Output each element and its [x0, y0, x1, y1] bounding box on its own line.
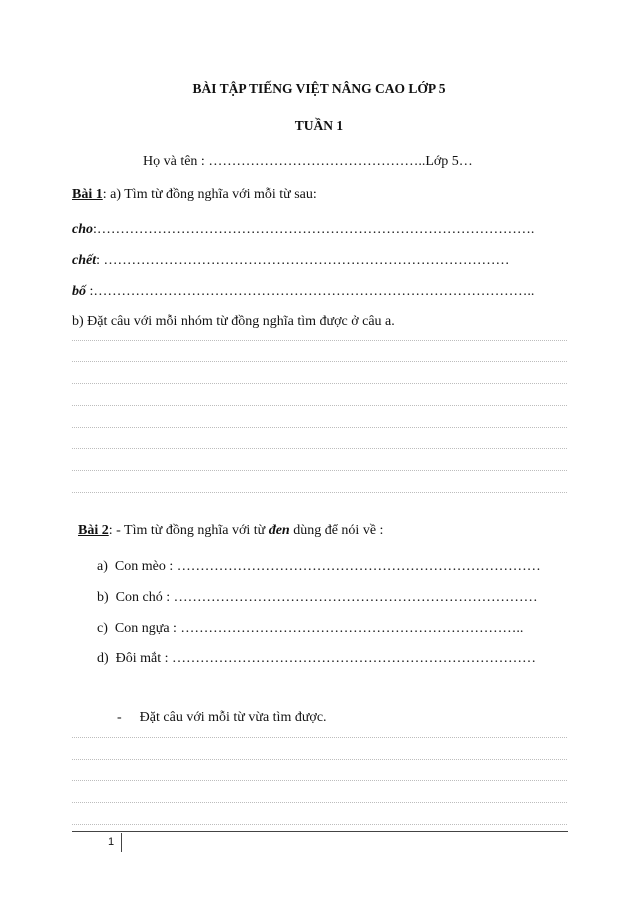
writing-line [72, 780, 567, 781]
page-number: 1 [108, 836, 115, 848]
week-heading: TUẦN 1 [294, 118, 344, 133]
blank-cho: :…………………………………………………………………………………. [93, 222, 535, 237]
exercise1-part-b: b) Đặt câu với mỗi nhóm từ đồng nghĩa tìm được ở câu a. [72, 314, 395, 329]
item-text: Con ngựa : ……………………………………………………………….. [114, 621, 524, 636]
exercise2-keyword: đen [268, 523, 290, 538]
writing-line [72, 759, 567, 760]
blank-chet: : …………………………………………………………………………… [96, 253, 510, 268]
exercise1-heading [72, 186, 317, 204]
writing-line [72, 448, 567, 449]
item-text: Con mèo : …………………………………………………………………… [114, 559, 541, 574]
exercise2-item-c [97, 620, 523, 638]
word-bo: bố [72, 284, 86, 299]
word-chet: chết [72, 253, 97, 268]
exercise2-item-a [97, 558, 541, 576]
exercise2-instruction-pre: : - Tìm từ đồng nghĩa với từ [108, 523, 269, 538]
worksheet-title: BÀI TẬP TIẾNG VIỆT NÂNG CAO LỚP 5 [192, 81, 446, 96]
writing-line [72, 824, 567, 825]
exercise1-item-cho [72, 221, 534, 239]
blank-bo: :………………………………………………………………………………….. [86, 284, 535, 299]
item-text: Đôi mắt : …………………………………………………………………… [115, 651, 537, 666]
exercise2-subtask [117, 709, 327, 727]
writing-line [72, 802, 567, 803]
writing-line [72, 470, 567, 471]
item-text: Con chó : …………………………………………………………………… [115, 590, 538, 605]
writing-line [72, 405, 567, 406]
word-cho: cho [72, 222, 93, 237]
exercise1-instruction: : a) Tìm từ đồng nghĩa với mỗi từ sau: [102, 187, 317, 202]
writing-line [72, 737, 567, 738]
exercise1-item-chet [72, 252, 510, 270]
item-marker: d) [97, 651, 109, 666]
exercise2-item-b [97, 589, 538, 607]
writing-line [72, 383, 567, 384]
subtask-text: Đặt câu với mỗi từ vừa tìm được. [139, 710, 327, 725]
item-marker: a) [97, 559, 108, 574]
writing-line [72, 361, 567, 362]
exercise2-label: Bài 2 [78, 523, 109, 538]
writing-line [72, 340, 567, 341]
item-marker: b) [97, 590, 109, 605]
exercise1-label: Bài 1 [72, 187, 103, 202]
exercise2-item-d [97, 650, 536, 668]
writing-line [72, 492, 567, 493]
exercise2-heading [78, 522, 383, 540]
exercise2-instruction-post: dùng để nói về : [289, 523, 384, 538]
footer-divider [121, 833, 122, 852]
student-name-line: Họ và tên : ………………………………………..Lớp 5… [143, 154, 473, 169]
exercise1-item-bo [72, 283, 534, 301]
footer-rule [72, 831, 568, 832]
writing-line [72, 427, 567, 428]
item-marker: c) [97, 621, 108, 636]
bullet-dash: - [117, 710, 122, 725]
